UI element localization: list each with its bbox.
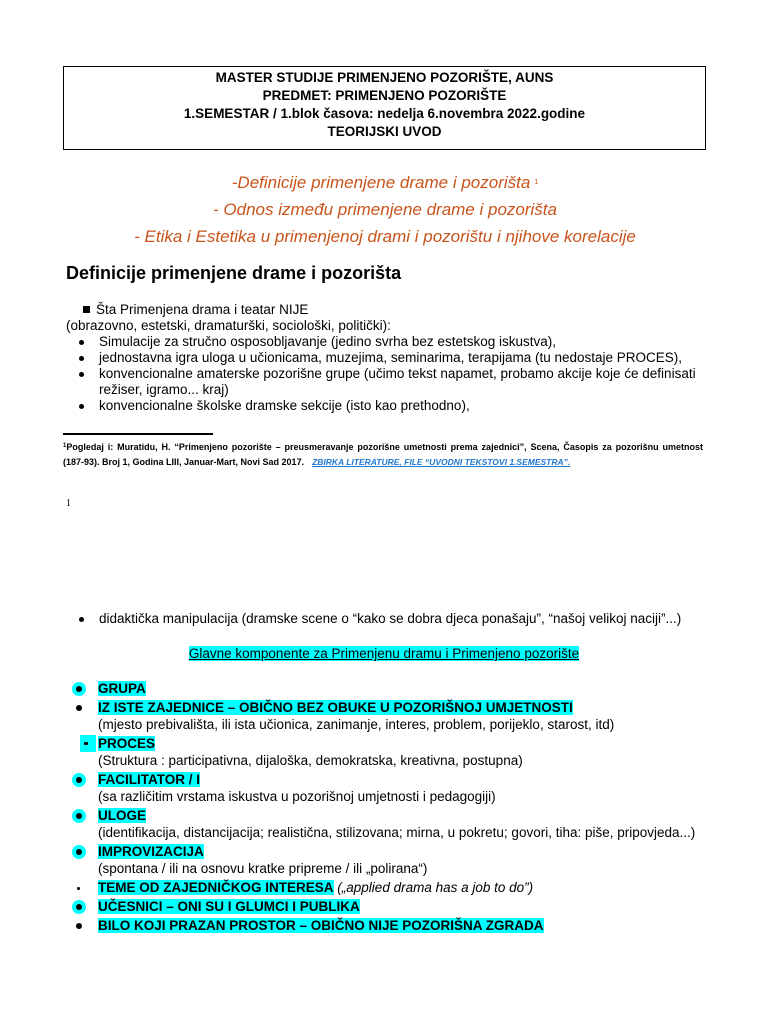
component-note: (mjesto prebivališta, ili ista učionica, zanimanje, interes, problem, porijeklo, starost, itd) [98, 717, 615, 732]
square-bullet-icon [83, 306, 90, 313]
component-label: GRUPA [98, 681, 146, 696]
component-item [68, 771, 728, 788]
component-label: TEME OD ZAJEDNIČKOG INTERESA [98, 880, 334, 895]
topic-1-footnote-mark: 1 [534, 179, 539, 186]
header-line-4: TEORIJSKI UVOD [327, 124, 442, 139]
components-title-text: Glavne komponente za Primenjenu dramu i Primenjeno pozorište [188, 646, 580, 661]
list-item: konvencionalne amaterske pozorišne grupe (učimo tekst napamet, probamo akcije koje će definisati režiser, igramo... kraj) [66, 366, 716, 398]
component-label: PROCES [98, 736, 156, 751]
component-label: IMPROVIZACIJA [98, 844, 204, 859]
topic-1 [40, 173, 730, 193]
not-section [66, 302, 716, 414]
footnote-link[interactable]: ZBIRKA LITERATURE, FILE “UVODNI TEKSTOVI 1.SEMESTRA”. [312, 457, 571, 467]
footnote-mark: 1 [63, 443, 67, 449]
bullet-icon [77, 887, 80, 890]
component-item [68, 699, 728, 716]
component-label: UČESNICI – ONI SU I GLUMCI I PUBLIKA [98, 899, 360, 914]
component-note: (spontana / ili na osnovu kratke pripreme / ili „polirana“) [98, 861, 428, 876]
not-subheading: (obrazovno, estetski, dramaturški, sociološki, politički): [66, 318, 391, 333]
topic-3: - Etika i Estetika u primenjenoj drami i pozorištu i njihove korelacije [134, 227, 636, 246]
list-item: Simulacije za stručno osposobljavanje (jedino svrha bez estetskog iskustva), [66, 334, 716, 350]
bullet-icon [76, 777, 82, 783]
components-list [68, 680, 728, 936]
not-list [66, 334, 716, 414]
component-item [68, 879, 728, 898]
component-label: ULOGE [98, 808, 147, 823]
bullet-icon [80, 735, 96, 752]
footnote [63, 439, 703, 470]
header-line-3: 1.SEMESTAR / 1.blok časova: nedelja 6.novembra 2022.godine [183, 106, 586, 121]
topic-1-text: -Definicije primenjene drame i pozorišta [231, 173, 531, 192]
footnote-rule [63, 433, 213, 435]
bullet-icon [76, 686, 82, 692]
component-item [68, 843, 728, 860]
header-line-2: PREDMET: PRIMENJENO POZORIŠTE [262, 88, 507, 103]
topic-2: - Odnos između primenjene drame i pozorišta [213, 200, 557, 219]
component-label: FACILITATOR / I [98, 772, 200, 787]
component-item [68, 917, 728, 936]
component-note: (Struktura : participativna, dijaloška, demokratska, kreativna, postupna) [98, 753, 523, 768]
component-note: (identifikacija, distancijacija; realistična, stilizovana; mirna, u pokretu; govori, tiha: piše, pripovjeda...) [98, 825, 696, 840]
component-note: (sa različitim vrstama iskustva u pozorišnoj umjetnosti i pedagogiji) [98, 789, 496, 804]
component-item [68, 898, 728, 917]
bullet-icon [76, 923, 82, 929]
header-line-1: MASTER STUDIJE PRIMENJENO POZORIŠTE, AUNS [215, 70, 554, 85]
bullet-icon [76, 849, 82, 855]
header-box [63, 66, 706, 150]
component-label: IZ ISTE ZAJEDNICE – OBIČNO BEZ OBUKE U POZORIŠNOJ UMJETNOSTI [98, 700, 573, 715]
not-heading [66, 302, 716, 318]
component-item [68, 807, 728, 824]
list-item: konvencionalne školske dramske sekcije (isto kao prethodno), [66, 398, 716, 414]
bullet-icon [76, 904, 82, 910]
list-item: jednostavna igra uloga u učionicama, muzejima, seminarima, terapijama (tu nedostaje PROCES), [66, 350, 716, 366]
page-number: 1 [66, 498, 71, 509]
components-title [0, 645, 768, 663]
footnote-text: Pogledaj i: Muratidu, H. “Primenjeno pozorište – preusmeravanje pozorišne umetnosti prema zajednici”, Scena, Časopis za pozorišnu umetnost (187-93). Broj 1, Godina LIII, Januar-Mart, Novi Sad 2017. [63, 442, 703, 467]
bullet-icon [76, 705, 82, 711]
bullet-icon [76, 813, 82, 819]
section-title: Definicije primenjene drame i pozorišta [66, 263, 402, 283]
component-item [68, 680, 728, 699]
list-item: didaktička manipulacija (dramske scene o “kako se dobra djeca ponašaju”, “našoj velikoj naciji”...) [66, 611, 726, 627]
component-label: BILO KOJI PRAZAN PROSTOR – OBIČNO NIJE POZORIŠNA ZGRADA [98, 918, 544, 933]
component-item [68, 735, 728, 752]
continued-list [66, 611, 726, 627]
component-extra: („applied drama has a job to do”) [337, 880, 534, 895]
not-heading-text: Šta Primenjena drama i teatar NIJE [96, 302, 309, 317]
